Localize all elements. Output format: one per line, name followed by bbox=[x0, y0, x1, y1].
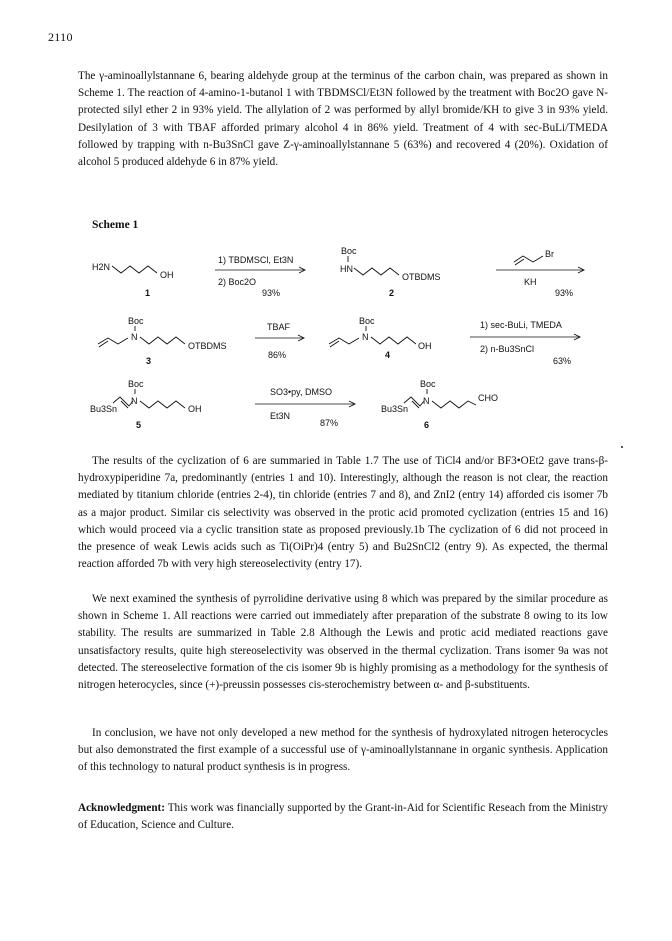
compound-label-6: 6 bbox=[424, 420, 430, 430]
n-atom-6: N bbox=[423, 396, 430, 406]
paragraph-3 bbox=[78, 591, 608, 694]
br-group: Br bbox=[545, 249, 554, 259]
reagent-step4-line2: 2) n-Bu3SnCl bbox=[480, 344, 535, 354]
allyl-chain-4 bbox=[329, 338, 359, 344]
boc-group-4: Boc bbox=[359, 316, 375, 326]
chain-1 bbox=[112, 266, 157, 273]
oh-group-4: OH bbox=[418, 341, 432, 351]
oh-group-1: OH bbox=[160, 270, 174, 280]
yield-step4: 63% bbox=[553, 356, 572, 366]
yield-step5: 87% bbox=[320, 418, 339, 428]
boc-group-3: Boc bbox=[128, 316, 144, 326]
yield-step2: 93% bbox=[555, 288, 574, 298]
chain-5 bbox=[140, 401, 185, 408]
chain-6 bbox=[432, 401, 476, 408]
yield-step1: 93% bbox=[262, 288, 281, 298]
paragraph-3-text: We next examined the synthesis of pyrrolidine derivative using 8 which was prepared by the similar procedure as shown in Scheme 1. All reactions were carried out immediately after preparation of the substrate 8 owing to its low stability. The results are summarized in Table 2.8 Although the Lewis and protic acid mediated reactions gave unsatisfactory results, quite high stereoselectivity was observed in the thermal cyclization. Trans isomer 9a was not detected. The stereoselective formation of the cis isomer 9b is highly promising as a methodology for the synthesis of nitrogen heterocycles, since (+)-preussin possesses cis-sterochemistry between α- and β-substituents. bbox=[78, 593, 608, 692]
page-number: 2110 bbox=[48, 30, 73, 44]
boc-group-2: Boc bbox=[341, 246, 357, 256]
yield-step3: 86% bbox=[268, 350, 287, 360]
allyl-double-bond-4 bbox=[330, 341, 339, 347]
hn-group-2: HN bbox=[340, 264, 353, 274]
compound-label-5: 5 bbox=[136, 420, 142, 430]
reagent-step5-line2: Et3N bbox=[270, 411, 291, 421]
boc-group-5: Boc bbox=[128, 379, 144, 389]
allyl-chain-3 bbox=[98, 338, 128, 344]
compound-label-1: 1 bbox=[145, 288, 151, 298]
oh-group-5: OH bbox=[188, 404, 202, 414]
cho-group-6: CHO bbox=[478, 393, 498, 403]
stray-mark bbox=[621, 446, 623, 448]
chain-3 bbox=[140, 337, 185, 344]
h2n-group-1: H2N bbox=[92, 262, 111, 272]
acknowledgment bbox=[78, 800, 608, 834]
reagent-step1-line2: 2) Boc2O bbox=[218, 277, 257, 287]
chain-2 bbox=[354, 268, 399, 275]
paragraph-4 bbox=[78, 725, 608, 777]
acknowledgment-title: Acknowledgment: bbox=[78, 802, 166, 814]
paragraph-2 bbox=[78, 453, 608, 573]
otbdms-group-3: OTBDMS bbox=[188, 341, 227, 351]
acknowledgment-text: This work was financially supported by the Grant-in-Aid for Scientific Reseach from the Ministry of Education, Science and Culture. bbox=[78, 802, 608, 832]
reagent-step3: TBAF bbox=[267, 322, 291, 332]
reagent-step2: KH bbox=[524, 277, 537, 287]
scheme-title: Scheme 1 bbox=[92, 219, 139, 231]
allyl-bromide-structure bbox=[514, 256, 543, 262]
reagent-step1-line1: 1) TBDMSCl, Et3N bbox=[218, 255, 294, 265]
n-atom-5: N bbox=[131, 396, 138, 406]
reagent-step5-line1: SO3•py, DMSO bbox=[270, 387, 332, 397]
allyl-double-bond-3 bbox=[99, 341, 108, 347]
compound-label-3: 3 bbox=[146, 356, 152, 366]
compound-label-4: 4 bbox=[385, 350, 391, 360]
n-atom-3: N bbox=[131, 332, 138, 342]
compound-label-2: 2 bbox=[389, 288, 395, 298]
boc-group-6: Boc bbox=[420, 379, 436, 389]
n-atom-4: N bbox=[362, 332, 369, 342]
reagent-step4-line1: 1) sec-BuLi, TMEDA bbox=[480, 320, 562, 330]
bu3sn-group-6: Bu3Sn bbox=[381, 404, 409, 414]
paragraph-2-text: The results of the cyclization of 6 are summaried in Table 1.7 The use of TiCl4 and/or BF3•OEt2 gave trans-β-hydroxypiperidine 7a, predominantly (entries 1 and 10). Interestingly, although the reason is not clear, the reaction mediated by titanium chloride (entries 2-4), tin chloride (entries 7 and 8), and ZnI2 (entry 14) afforded cis isomer 7b as a major product. Similar cis selectivity was observed in the protic acid promoted cyclization (entries 15 and 16) which would proceed via a cyclic transition state as proposed previously.1b The cyclization of 6 did not proceed in the presence of weak Lewis acids such as Ti(OiPr)4 (entry 5) and Bu2SnCl2 (entry 9). As expected, the thermal reaction afforded 7b with very high stereoselectivity (entry 17). bbox=[78, 455, 608, 571]
otbdms-group-2: OTBDMS bbox=[402, 272, 441, 282]
paragraph-4-text: In conclusion, we have not only developed a new method for the synthesis of hydroxylated nitrogen heterocycles but also demonstrated the first example of a successful use of γ-aminoallylstannane in organic synthesis. Application of this technology to natural product synthesis is in progress. bbox=[78, 727, 608, 774]
bu3sn-group-5: Bu3Sn bbox=[90, 404, 118, 414]
chain-4 bbox=[371, 337, 416, 344]
paragraph-1: The γ-aminoallylstannane 6, bearing aldehyde group at the terminus of the carbon chain, was prepared as shown in Scheme 1. The reaction of 4-amino-1-butanol 1 with TBDMSCl/Et3N followed by the treatment with Boc2O gave N-protected silyl ether 2 in 93% yield. The allylation of 2 was performed by allyl bromide/KH to give 3 in 93% yield. Desilylation of 3 with TBAF afforded primary alcohol 4 in 86% yield. Treatment of 4 with sec-BuLi/TMEDA followed by trapping with n-Bu3SnCl gave Z-γ-aminoallylstannane 5 (63%) and recovered 4 (20%). Oxidation of alcohol 5 produced aldehyde 6 in 87% yield. bbox=[78, 70, 608, 169]
